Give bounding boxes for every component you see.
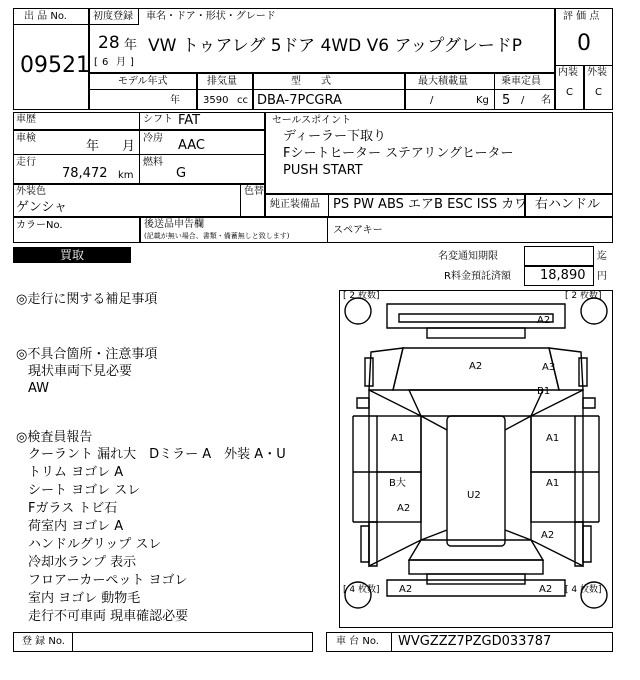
name-change-box: [524, 246, 594, 266]
bottom-left-count: [ 4 枚数]: [343, 585, 380, 595]
score-label: 評 価 点: [563, 11, 600, 22]
inspector-item-3: シート ヨゴレ スレ: [28, 483, 141, 498]
interior-label: 内装: [558, 67, 578, 78]
mark-rear-bumper-left: A2: [399, 584, 413, 595]
inspection-row: [13, 130, 265, 155]
supplement-title: ◎走行に関する補足事項: [16, 292, 158, 307]
equipment-label: 純正装備品: [270, 199, 320, 210]
left-mirror-shape: [357, 398, 369, 408]
front-grille-shape: [399, 314, 553, 322]
rear-plate-shape: [427, 574, 525, 584]
displacement-value: 3590: [203, 95, 229, 106]
sales-point-label: セールスポイント: [272, 115, 352, 126]
name-change-label: 名変通知期限: [438, 251, 498, 262]
month-bracket-left: [: [94, 57, 98, 68]
bottom-right-count: [ 4 枚数]: [565, 585, 602, 595]
right-rear-fender-inner: [575, 522, 583, 566]
max-load-sep: /: [430, 95, 434, 106]
mark-rear-bumper-right: A2: [539, 584, 553, 595]
mark-front-bumper: A2: [537, 315, 551, 326]
handle-value: 右ハンドル: [535, 197, 601, 212]
aftermarket-value: スペアキー: [333, 225, 383, 236]
left-rear-fender-inner: [369, 522, 377, 566]
first-reg-label: 初度登録: [93, 11, 133, 22]
first-reg-month: 6: [102, 57, 109, 68]
rear-window-shape: [409, 540, 543, 560]
defect-title: ◎不具合箇所・注意事項: [16, 347, 158, 362]
vin-label: 車 台 No.: [336, 636, 379, 647]
aftermarket-note: (記載が無い場合、書類・備蓄無しと致します): [144, 232, 290, 240]
interior-grade: C: [566, 87, 573, 98]
mark-hood: A2: [469, 361, 483, 372]
sales-point-1: ディーラー下取り: [283, 129, 386, 144]
cooling-value: AAC: [178, 138, 205, 153]
color-change-label: 色替: [244, 186, 264, 197]
inspector-item-4: Fガラス トビ石: [28, 501, 118, 516]
color-no-label: カラーNo.: [16, 220, 63, 231]
right-door-outline: [575, 416, 599, 522]
aftermarket-label: 後送品申告欄: [144, 219, 204, 230]
sales-point-2: Fシートヒーター ステアリングヒーター: [283, 146, 514, 161]
exterior-grade: C: [595, 87, 602, 98]
reg-no-label: 登 録 No.: [22, 636, 65, 647]
capacity-sep: /: [521, 95, 525, 106]
purchase-bar: 買取: [13, 247, 131, 263]
exterior-color-label: 外装色: [16, 186, 46, 197]
lot-number: 09521: [20, 53, 90, 78]
inspector-item-9: 室内 ヨゴレ 動物毛: [28, 591, 141, 606]
car-name: VW トゥアレグ 5ドア 4WD V6 アップグレードP: [148, 36, 523, 56]
top-right-count: [ 2 枚数]: [565, 291, 602, 301]
mark-roof: U2: [467, 490, 481, 501]
left-front-door-shape: [377, 416, 421, 472]
front-left-wheel-icon: [345, 298, 371, 324]
shift-value: FAT: [178, 113, 201, 128]
max-load-unit: Kg: [476, 95, 489, 106]
defect-2: AW: [28, 381, 50, 396]
displacement-label: 排気量: [207, 76, 237, 87]
capacity-label: 乗車定員: [501, 76, 541, 87]
inspector-item-6: ハンドルグリップ スレ: [28, 537, 162, 552]
car-diagram: [339, 290, 613, 628]
pillar-lines: [421, 416, 531, 540]
mileage-unit: km: [118, 170, 134, 181]
left-taillamp-shape: [361, 526, 369, 562]
shift-label: シフト: [143, 114, 173, 125]
roof-shape: [447, 416, 505, 546]
right-mirror-shape: [583, 398, 595, 408]
mark-left-rear-fender: A2: [397, 503, 411, 514]
year-unit: 年: [124, 38, 138, 53]
vin-value: WVGZZZ7PZGD033787: [398, 634, 552, 649]
inspector-item-10: 走行不可車両 現車確認必要: [28, 609, 189, 624]
lot-label: 出 品 No.: [24, 11, 67, 22]
top-left-count: [ 2 枚数]: [343, 291, 380, 301]
right-front-door-shape: [531, 416, 575, 472]
mark-right-fender: B1: [537, 386, 551, 397]
right-taillamp-shape: [583, 526, 591, 562]
mark-left-rear-door: B大: [389, 478, 406, 489]
sales-point-3: PUSH START: [283, 163, 363, 178]
inspection-year-unit: 年: [86, 139, 100, 154]
inspection-month-unit: 月: [122, 139, 136, 154]
name-label: 車名・ドア・形状・グレード: [146, 11, 276, 22]
left-door-outline: [353, 416, 377, 522]
cooling-label: 冷房: [143, 133, 163, 144]
front-plate-shape: [427, 328, 525, 338]
mark-left-front-door: A1: [391, 433, 405, 444]
rear-hatch-shape: [409, 560, 543, 574]
displacement-unit: cc: [237, 95, 248, 106]
mark-right-rear-fender: A2: [541, 530, 555, 541]
first-reg-year: 28: [98, 33, 120, 53]
equipment-value: PS PW ABS エアB ESC ISS カワ: [333, 197, 528, 212]
left-front-fender-shape: [369, 348, 403, 390]
inspector-item-8: フロアーカーペット ヨゴレ: [28, 573, 188, 588]
front-right-wheel-icon: [581, 298, 607, 324]
recycle-amount: 18,890: [540, 268, 586, 283]
model-value: DBA-7PCGRA: [257, 93, 342, 108]
inspector-item-1: クーラント 漏れ大 Dミラー A 外装 A・U: [28, 447, 286, 462]
mark-right-rear-door: A1: [546, 478, 560, 489]
inspector-item-5: 荷室内 ヨゴレ A: [28, 519, 124, 534]
fuel-value: G: [176, 166, 187, 181]
month-unit: 月: [116, 57, 126, 68]
month-bracket-right: ]: [130, 57, 134, 68]
inspector-title: ◎検査員報告: [16, 430, 93, 445]
inspector-item-2: トリム ヨゴレ A: [28, 465, 124, 480]
model-year-label: モデル年式: [118, 76, 168, 87]
inspection-label: 車検: [16, 133, 36, 144]
mileage-value: 78,472: [62, 166, 108, 181]
capacity-value: 5: [502, 93, 511, 108]
inspector-item-7: 冷却水ランプ 表示: [28, 555, 137, 570]
fuel-label: 燃料: [143, 157, 163, 168]
mark-right-front-door: A1: [546, 433, 560, 444]
mileage-label: 走行: [16, 157, 36, 168]
recycle-label: R料金預託済額: [444, 271, 511, 282]
exterior-color-value: ゲンシャ: [16, 200, 68, 215]
history-row: [13, 112, 265, 130]
recycle-unit: 円: [597, 271, 607, 282]
history-label: 車歴: [16, 114, 36, 125]
exterior-label: 外装: [587, 67, 607, 78]
score-value: 0: [577, 31, 591, 56]
name-change-unit: 迄: [597, 251, 607, 262]
model-year-unit: 年: [170, 95, 180, 106]
max-load-label: 最大積載量: [418, 76, 468, 87]
defect-1: 現状車両下見必要: [28, 364, 133, 379]
mark-front-right: A3: [542, 362, 556, 373]
capacity-unit: 名: [541, 95, 551, 106]
windshield-shape: [409, 390, 543, 416]
model-label: 型 式: [291, 76, 331, 87]
